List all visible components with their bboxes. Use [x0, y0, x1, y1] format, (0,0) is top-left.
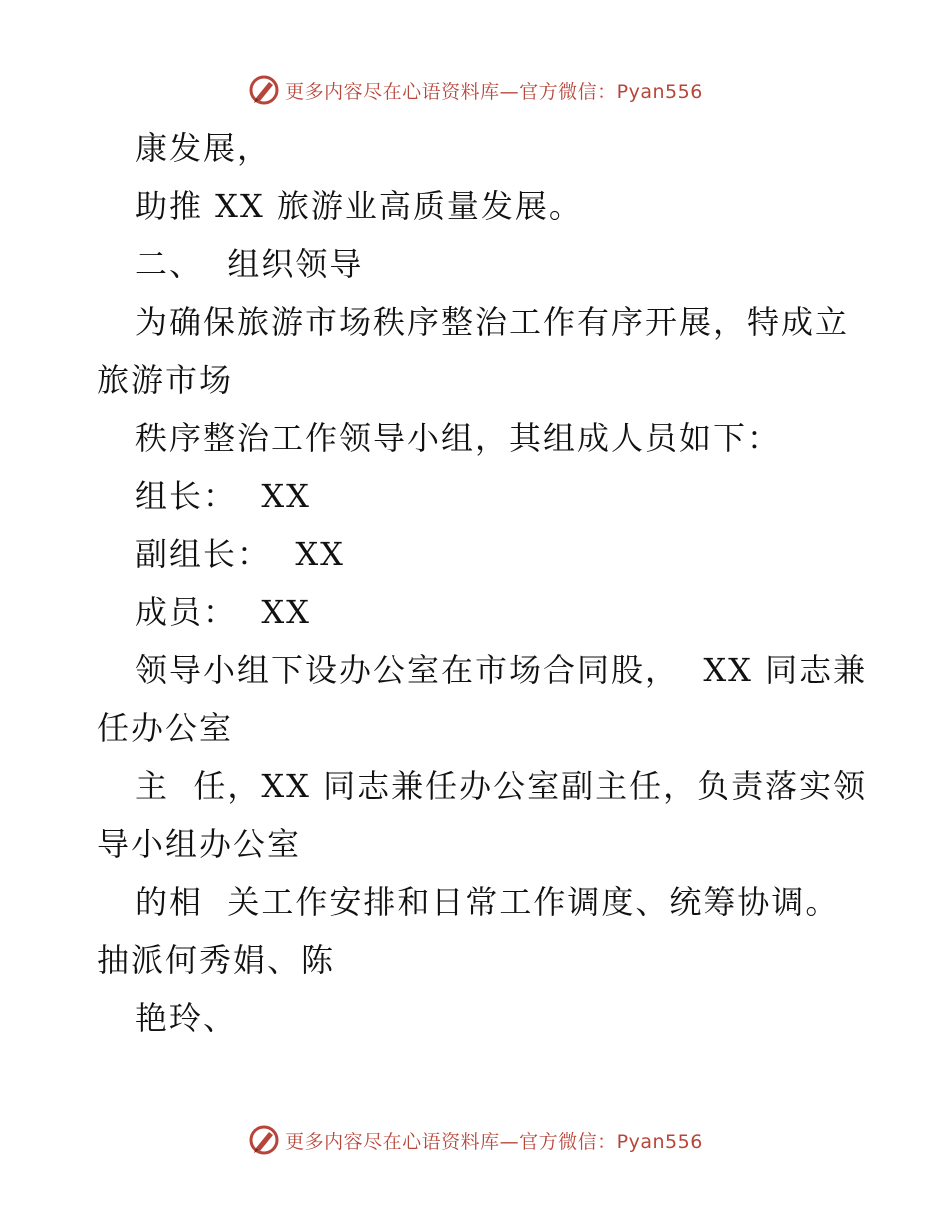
body-line: 成员： XX [135, 593, 311, 631]
body-line: 导小组办公室 [97, 825, 302, 863]
section-heading: 二、 组织领导 [135, 245, 364, 283]
header-banner-text: 更多内容尽在心语资料库—官方微信：Pyan556 [285, 80, 703, 103]
pen-logo-icon [247, 1123, 281, 1157]
body-line: 任办公室 [97, 709, 234, 747]
body-line: 助推 XX 旅游业高质量发展。 [135, 187, 583, 225]
body-line: 旅游市场 [97, 361, 234, 399]
body-line: 康发展， [135, 129, 272, 167]
body-line: 组长： XX [135, 477, 311, 515]
body-line: 领导小组下设办公室在市场合同股， XX 同志兼 [135, 651, 868, 689]
body-line: 艳玲、 [135, 999, 238, 1037]
body-line: 的相 关工作安排和日常工作调度、统筹协调。 [135, 883, 840, 921]
body-line: 秩序整治工作领导小组，其组成人员如下： [135, 419, 782, 457]
footer-banner-text: 更多内容尽在心语资料库—官方微信：Pyan556 [285, 1130, 703, 1153]
body-line: 主 任，XX 同志兼任办公室副主任，负责落实领 [135, 767, 868, 805]
body-line: 副组长： XX [135, 535, 345, 573]
footer-banner [0, 1120, 950, 1160]
pen-logo-icon [247, 73, 281, 107]
body-line: 为确保旅游市场秩序整治工作有序开展，特成立 [135, 303, 850, 341]
body-line: 抽派何秀娟、陈 [97, 941, 336, 979]
header-banner [0, 70, 950, 110]
